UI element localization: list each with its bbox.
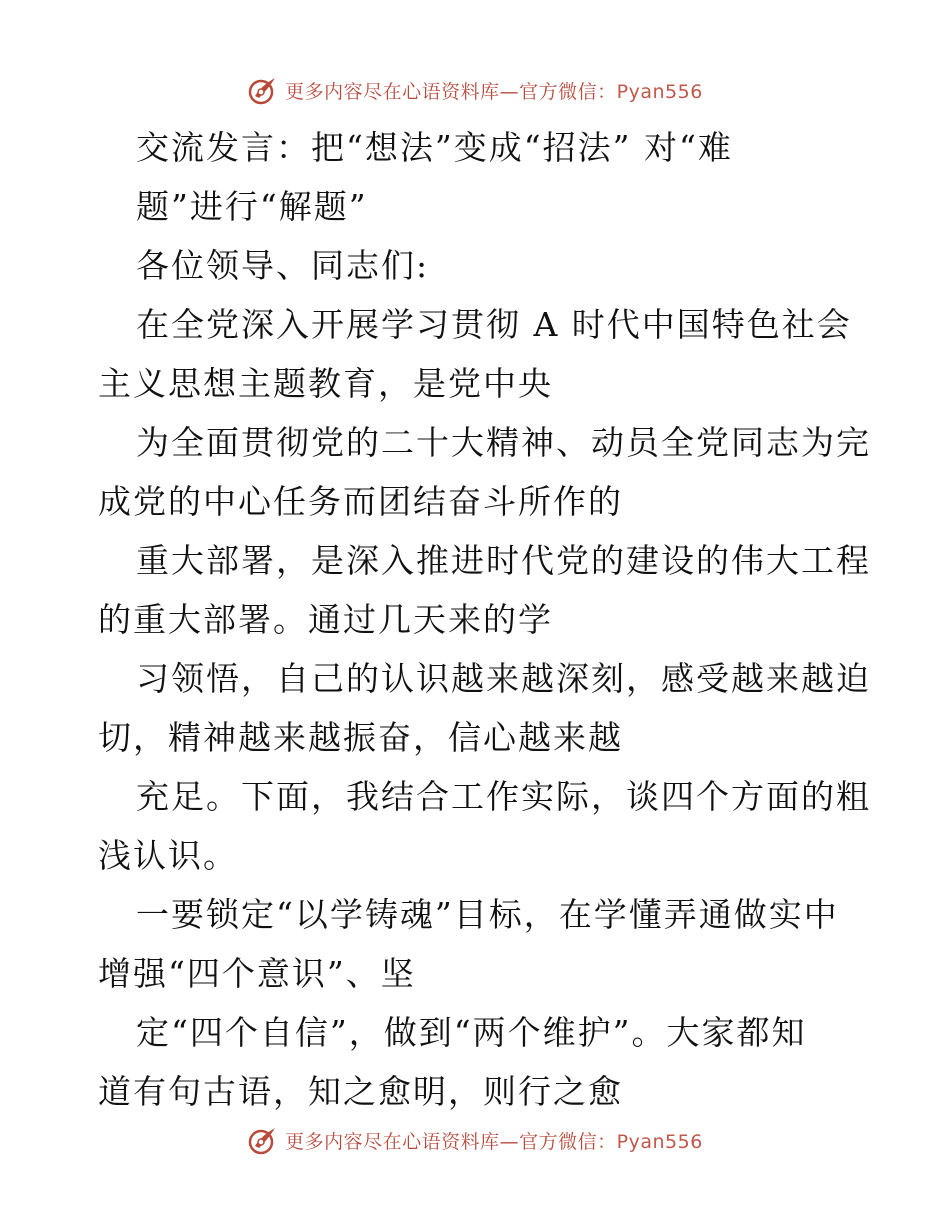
watermark-label: 更多内容尽在心语资料库—官方微信：	[285, 80, 617, 103]
footer-watermark	[0, 1120, 950, 1160]
paragraph-line: 浅认识。	[98, 836, 238, 875]
paragraph-line: 为全面贯彻党的二十大精神、动员全党同志为完	[136, 423, 871, 462]
header-watermark	[0, 70, 950, 110]
watermark-text	[285, 1127, 703, 1154]
quill-logo-icon	[247, 1124, 279, 1156]
paragraph-line: 一要锁定“以学铸魂”目标，在学懂弄通做实中	[136, 895, 839, 934]
paragraph-line: 切，精神越来越振奋，信心越来越	[98, 718, 623, 757]
watermark-wechat-id: Pyan556	[616, 1130, 703, 1153]
quill-logo-icon	[247, 74, 279, 106]
paragraph-line: 重大部署，是深入推进时代党的建设的伟大工程	[136, 541, 871, 580]
paragraph-line: 充足。下面，我结合工作实际，谈四个方面的粗	[136, 777, 871, 816]
paragraph-line: 定“四个自信”，做到“两个维护”。大家都知	[136, 1013, 807, 1052]
salutation: 各位领导、同志们:	[136, 246, 430, 285]
paragraph-line: 主义思想主题教育，是党中央	[98, 364, 553, 403]
paragraph-line: 成党的中心任务而团结奋斗所作的	[98, 482, 623, 521]
watermark-text	[285, 77, 703, 104]
paragraph-line: 增强“四个意识”、坚	[98, 954, 416, 993]
paragraph-line: 的重大部署。通过几天来的学	[98, 600, 553, 639]
watermark-label: 更多内容尽在心语资料库—官方微信：	[285, 1130, 617, 1153]
paragraph-line: 在全党深入开展学习贯彻 A 时代中国特色社会	[136, 305, 852, 344]
doc-title-line-1: 交流发言：把“想法”变成“招法” 对“难	[136, 128, 733, 167]
paragraph-line: 道有句古语，知之愈明，则行之愈	[98, 1072, 623, 1111]
watermark-wechat-id: Pyan556	[616, 80, 703, 103]
paragraph-line: 习领悟，自己的认识越来越深刻，感受越来越迫	[136, 659, 871, 698]
doc-title-line-2: 题”进行“解题”	[136, 187, 368, 226]
